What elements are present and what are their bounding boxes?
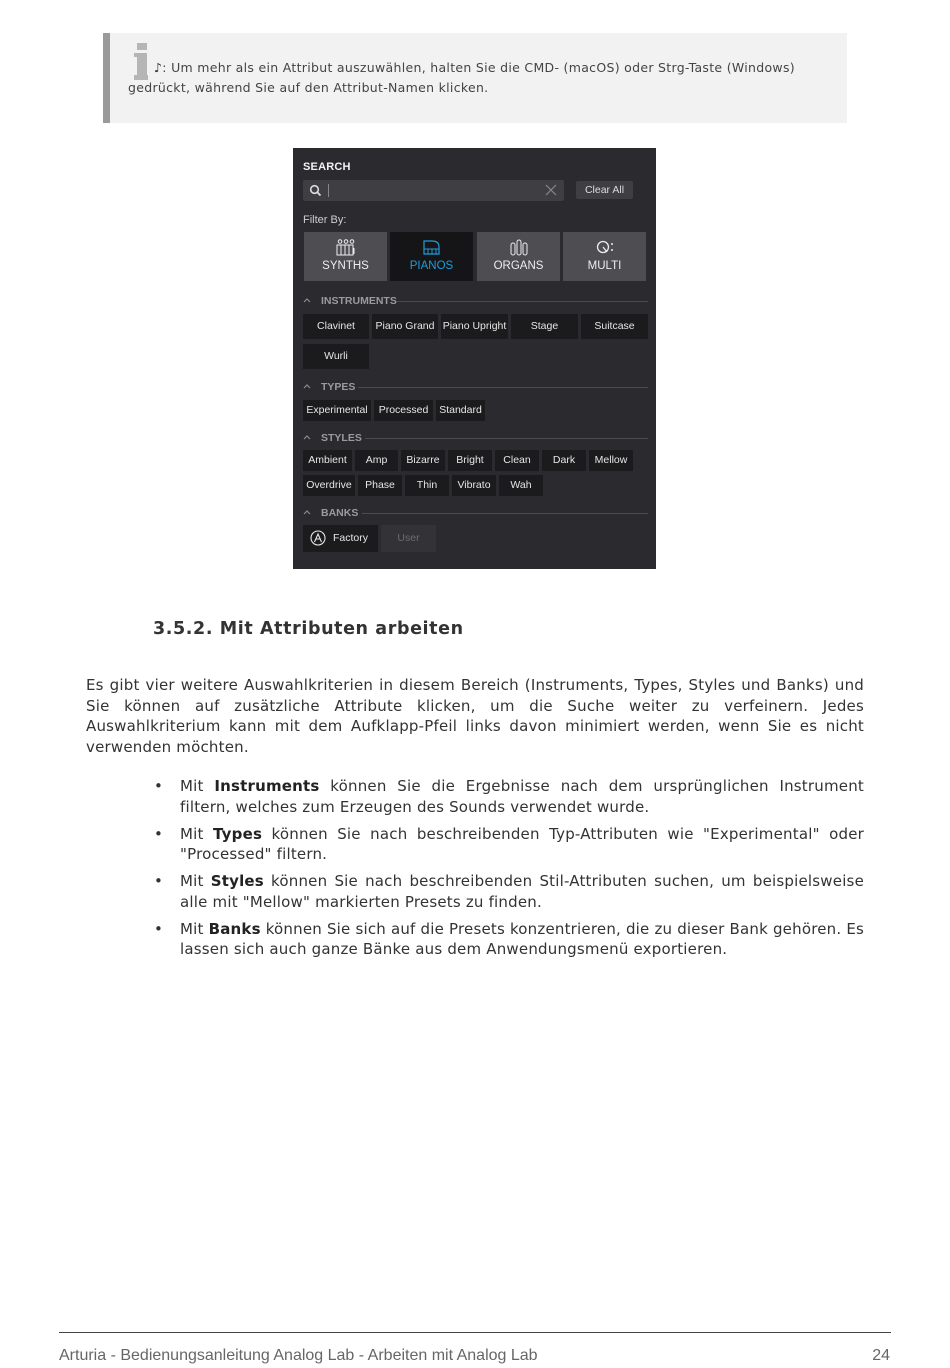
tag-piano-grand[interactable]: Piano Grand (372, 314, 438, 339)
section-title: BANKS (321, 507, 359, 519)
tag-overdrive[interactable]: Overdrive (303, 475, 355, 496)
category-synths[interactable] (304, 232, 387, 281)
section-divider (365, 438, 648, 439)
tag-processed[interactable]: Processed (374, 400, 433, 421)
note-line-1: : Um mehr als ein Attribut auszuwählen, halten Sie die CMD- (macOS) oder Strg-Taste (Windows) (162, 60, 795, 75)
list-item: • Mit Styles können Sie nach beschreibenden Stil-Attributen suchen, um beispielsweise alle mit "Mellow" markierten Presets zu finden. (154, 872, 865, 911)
tag-ambient[interactable]: Ambient (303, 450, 352, 471)
term-instruments: Instruments (214, 777, 320, 795)
filter-panel-screenshot (293, 148, 656, 569)
note-line-2: gedrückt, während Sie auf den Attribut-Namen klicken. (128, 80, 489, 95)
section-heading: 3.5.2. Mit Attributen arbeiten (153, 619, 464, 639)
bullet: • (154, 919, 164, 938)
tag-piano-upright[interactable]: Piano Upright (441, 314, 508, 339)
list-item: • Mit Banks können Sie sich auf die Presets konzentrieren, die zu dieser Bank gehören. Es lassen sich auch ganze Bänke aus dem Anwendungsmenü exportieren. (154, 919, 865, 958)
multi-icon (595, 239, 615, 256)
category-label: SYNTHS (322, 260, 369, 272)
list-item: • Mit Types können Sie nach beschreibenden Typ-Attributen wie "Experimental" oder "Processed" filtern. (154, 824, 864, 863)
tag-clavinet[interactable]: Clavinet (303, 314, 369, 339)
term-banks: Banks (208, 919, 261, 938)
footer-divider (59, 1332, 891, 1333)
chevron-up-icon[interactable] (303, 433, 311, 441)
search-icon (309, 184, 322, 197)
search-input[interactable] (303, 180, 564, 201)
section-title: INSTRUMENTS (321, 295, 397, 307)
chevron-up-icon[interactable] (303, 296, 311, 304)
page-number: 24 (872, 1347, 890, 1364)
section-title: STYLES (321, 432, 362, 444)
search-label: SEARCH (303, 161, 351, 173)
tag-suitcase[interactable]: Suitcase (581, 314, 648, 339)
category-label: MULTI (587, 260, 622, 272)
bullet: • (154, 872, 164, 890)
list-item: • Mit Instruments können Sie die Ergebnisse nach dem ursprünglichen Instrument filtern, welches zum Erzeugen des Sounds verwendet wurde. (154, 777, 864, 816)
attribute-list (150, 776, 864, 966)
tag-standard[interactable]: Standard (436, 400, 485, 421)
chevron-up-icon[interactable] (303, 508, 311, 516)
tag-amp[interactable]: Amp (355, 450, 398, 471)
footer-title: Arturia - Bedienungsanleitung Analog Lab - Arbeiten mit Analog Lab (59, 1347, 538, 1364)
tag-bizarre[interactable]: Bizarre (401, 450, 445, 471)
filter-by-label: Filter By: (303, 214, 347, 226)
info-note (103, 33, 847, 123)
tag-phase[interactable]: Phase (358, 475, 402, 496)
tag-wah[interactable]: Wah (499, 475, 543, 496)
clear-all-button[interactable]: Clear All (576, 181, 633, 199)
chevron-up-icon[interactable] (303, 382, 311, 390)
synth-icon (336, 239, 356, 256)
bullet: • (154, 824, 164, 843)
category-label: PIANOS (409, 260, 454, 272)
arturia-logo-icon (310, 530, 326, 546)
section-divider (397, 301, 648, 302)
organ-icon (509, 239, 529, 256)
clear-search-icon[interactable] (545, 184, 557, 196)
term-styles: Styles (210, 872, 264, 890)
bank-label: Factory (333, 532, 369, 544)
bullet: • (154, 777, 164, 795)
tag-wurli[interactable]: Wurli (303, 344, 369, 369)
note-symbol: ♪ (154, 60, 163, 75)
tag-bright[interactable]: Bright (448, 450, 492, 471)
bank-user[interactable]: User (381, 525, 436, 552)
term-types: Types (213, 824, 263, 843)
tag-thin[interactable]: Thin (405, 475, 449, 496)
category-multi[interactable] (563, 232, 646, 281)
section-paragraph: Es gibt vier weitere Auswahlkriterien in diesem Bereich (Instruments, Types, Styles und Banks) und Sie können auf zusätzliche Attribute klicken, um die Suche weiter zu verfeinern. Jedes Auswahlkriterium kann mit dem Aufklapp-Pfeil links davon minimiert werden, wenn Sie es nicht verwenden möchten. (86, 676, 864, 756)
tag-clean[interactable]: Clean (495, 450, 539, 471)
note-text (128, 58, 843, 98)
text-cursor (328, 184, 329, 197)
section-divider (358, 387, 648, 388)
tag-stage[interactable]: Stage (511, 314, 578, 339)
tag-vibrato[interactable]: Vibrato (452, 475, 496, 496)
section-title: TYPES (321, 381, 356, 393)
category-pianos[interactable] (390, 232, 473, 281)
category-label: ORGANS (493, 260, 544, 272)
tag-dark[interactable]: Dark (542, 450, 586, 471)
category-organs[interactable] (477, 232, 560, 281)
piano-icon (422, 239, 442, 256)
tag-experimental[interactable]: Experimental (303, 400, 371, 421)
section-divider (362, 513, 648, 514)
bank-factory[interactable] (303, 525, 378, 552)
tag-mellow[interactable]: Mellow (589, 450, 633, 471)
